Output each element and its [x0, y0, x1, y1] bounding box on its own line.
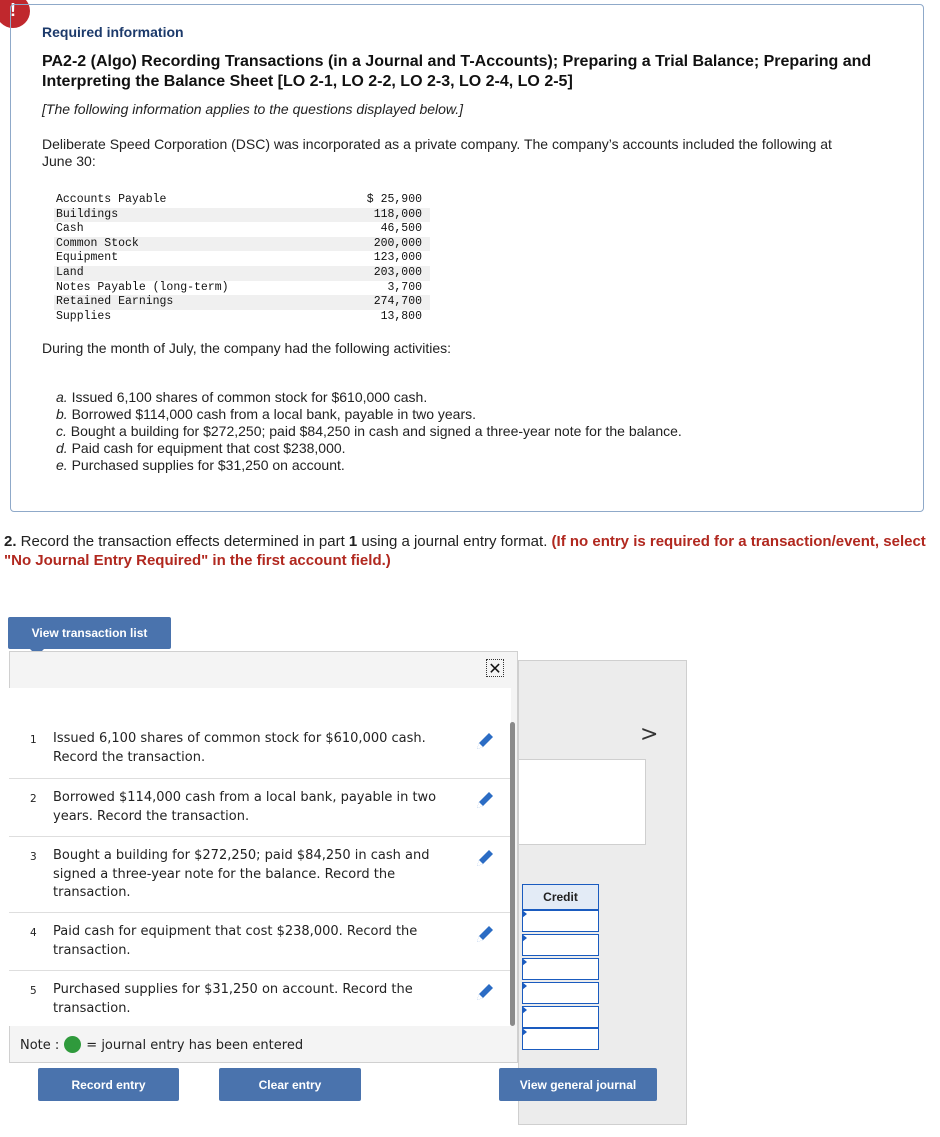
account-name: Retained Earnings	[54, 295, 329, 310]
edit-pencil-icon[interactable]	[474, 789, 496, 811]
table-row	[54, 237, 430, 252]
list-item	[56, 389, 682, 406]
account-amount: 200,000	[329, 237, 430, 252]
account-amount: 13,800	[380, 309, 422, 323]
table-row	[54, 251, 430, 266]
transaction-item[interactable]	[9, 730, 511, 778]
transaction-text: Paid cash for equipment that cost $238,000. Record the transaction.	[53, 924, 418, 958]
credit-input[interactable]	[522, 982, 599, 1004]
credit-column-header: Credit	[522, 884, 599, 910]
account-name: Common Stock	[54, 237, 329, 252]
activity-letter: a.	[56, 389, 68, 405]
activity-text: Issued 6,100 shares of common stock for $610,000 cash.	[71, 389, 428, 405]
table-row	[54, 295, 430, 310]
credit-input[interactable]	[522, 934, 599, 956]
note-label: Note :	[20, 1038, 60, 1053]
table-row	[54, 281, 430, 296]
question-text-2: using a journal entry format.	[357, 533, 552, 550]
account-name: Notes Payable (long-term)	[56, 280, 229, 294]
transaction-number: 3	[30, 851, 37, 863]
activity-text: Purchased supplies for $31,250 on account.	[71, 457, 345, 473]
transaction-text: Purchased supplies for $31,250 on account. Record the transaction.	[53, 982, 413, 1016]
activity-text: Bought a building for $272,250; paid $84,250 in cash and signed a three-year note for the balance.	[70, 423, 682, 439]
credit-input[interactable]	[522, 1028, 599, 1050]
question-instruction: (If no entry is required for a transaction/event, select "No Journal Entry Required" in the first account field.)	[4, 533, 926, 569]
list-item	[56, 440, 682, 457]
activity-letter: c.	[56, 423, 67, 439]
list-item	[56, 457, 682, 474]
account-name: Land	[54, 266, 329, 281]
credit-input[interactable]	[522, 910, 599, 932]
account-name: Equipment	[56, 251, 119, 265]
note-text: = journal entry has been entered	[86, 1038, 304, 1053]
credit-input[interactable]	[522, 958, 599, 980]
clear-entry-button[interactable]: Clear entry	[219, 1068, 361, 1101]
alert-icon: !	[0, 0, 30, 28]
legend-note	[20, 1036, 303, 1053]
transaction-number: 4	[30, 927, 37, 939]
edit-pencil-icon[interactable]	[474, 847, 496, 869]
record-entry-button[interactable]: Record entry	[38, 1068, 179, 1101]
activities-list	[56, 389, 682, 474]
accounts-table	[54, 193, 430, 324]
view-transaction-list-button[interactable]: View transaction list	[8, 617, 171, 649]
account-name: Buildings	[54, 208, 329, 223]
account-amount: $ 25,900	[366, 193, 422, 206]
table-row	[54, 208, 430, 223]
scrollbar[interactable]	[510, 722, 515, 1026]
account-amount: 46,500	[380, 222, 422, 236]
edit-pencil-icon[interactable]	[474, 923, 496, 945]
list-item	[56, 406, 682, 423]
account-amount: 118,000	[329, 208, 430, 223]
transaction-item[interactable]	[9, 970, 511, 1027]
account-amount: 203,000	[329, 266, 430, 281]
edit-pencil-icon[interactable]	[474, 981, 496, 1003]
transaction-item[interactable]	[9, 836, 511, 913]
account-amount: 274,700	[329, 295, 430, 310]
account-amount: 3,700	[387, 280, 422, 294]
question-part: 1	[348, 533, 358, 550]
activity-letter: e.	[56, 457, 68, 473]
activity-text: Borrowed $114,000 cash from a local bank, payable in two years.	[71, 406, 476, 422]
transaction-number: 2	[30, 793, 37, 805]
during-text: During the month of July, the company had the following activities:	[42, 340, 452, 356]
close-icon[interactable]: ✕	[486, 659, 504, 677]
transaction-number: 5	[30, 985, 37, 997]
required-info-heading: Required information	[42, 24, 184, 40]
account-name: Accounts Payable	[56, 193, 167, 206]
table-row	[54, 266, 430, 281]
transaction-text: Borrowed $114,000 cash from a local bank, payable in two years. Record the transaction.	[53, 790, 437, 824]
question-text: Record the transaction effects determined in part	[16, 533, 349, 550]
next-arrow-icon[interactable]: >	[640, 722, 659, 747]
activity-letter: b.	[56, 406, 68, 422]
account-amount: 123,000	[373, 251, 422, 265]
activity-text: Paid cash for equipment that cost $238,000.	[71, 440, 346, 456]
edit-pencil-icon[interactable]	[474, 730, 496, 752]
transaction-item[interactable]	[9, 912, 511, 971]
list-item	[56, 423, 682, 440]
problem-title: PA2-2 (Algo) Recording Transactions (in a Journal and T-Accounts); Preparing a Trial Balance; Preparing and Interpreting the Balance Sheet [LO 2-1, LO 2-2, LO 2-3, LO 2-4, LO 2-5]	[42, 53, 872, 90]
activity-letter: d.	[56, 440, 68, 456]
entry-description-box	[518, 759, 646, 845]
credit-input[interactable]	[522, 1006, 599, 1028]
transaction-text: Issued 6,100 shares of common stock for $610,000 cash. Record the transaction.	[53, 731, 426, 765]
question-prompt	[4, 533, 936, 570]
entered-status-dot-icon	[64, 1036, 81, 1053]
applies-note: [The following information applies to the questions displayed below.]	[42, 101, 464, 117]
question-number: 2.	[4, 533, 17, 550]
account-name: Cash	[56, 222, 84, 236]
intro-text: Deliberate Speed Corporation (DSC) was incorporated as a private company. The company’s accounts included the following at June 30:	[42, 136, 832, 169]
table-row	[54, 193, 430, 208]
table-row	[54, 310, 430, 325]
transaction-item[interactable]	[9, 778, 511, 837]
account-name: Supplies	[56, 309, 112, 323]
transaction-text: Bought a building for $272,250; paid $84,250 in cash and signed a three-year note for the balance. Record the transaction.	[53, 848, 430, 900]
view-general-journal-button[interactable]: View general journal	[499, 1068, 657, 1101]
table-row	[54, 222, 430, 237]
transaction-number: 1	[30, 734, 37, 746]
